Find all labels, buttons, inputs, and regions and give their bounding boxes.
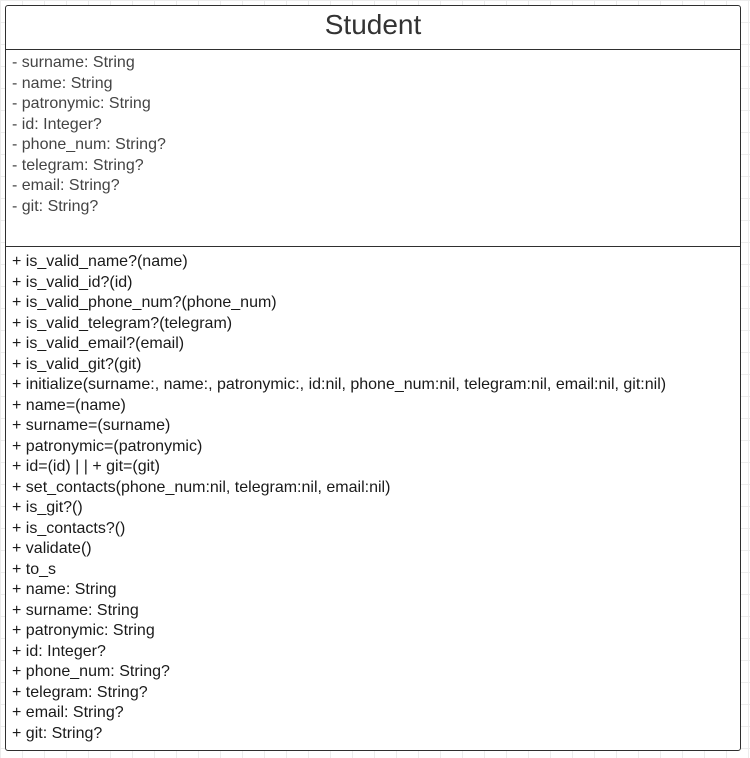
method-phone-num-getter: + phone_num: String? xyxy=(12,663,170,680)
method-is-valid-name: + is_valid_name?(name) xyxy=(12,253,188,270)
attributes-compartment xyxy=(6,49,740,247)
attribute-email: - email: String? xyxy=(12,177,120,194)
methods-compartment xyxy=(6,248,740,744)
attribute-surname: - surname: String xyxy=(12,54,135,71)
attribute-phone-num: - phone_num: String? xyxy=(12,136,166,153)
method-name-setter: + name=(name) xyxy=(12,396,126,414)
method-set-contacts: + set_contacts(phone_num:nil, telegram:nil, email:nil) xyxy=(12,478,391,496)
class-name: Student xyxy=(6,6,740,50)
method-git-getter: + git: String? xyxy=(12,724,103,742)
method-email-getter: + email: String? xyxy=(12,704,124,721)
method-is-valid-phone-num: + is_valid_phone_num?(phone_num) xyxy=(12,294,277,311)
method-surname-setter: + surname=(surname) xyxy=(12,417,171,434)
method-patronymic-getter: + patronymic: String xyxy=(12,622,155,639)
uml-class-box[interactable] xyxy=(5,5,741,751)
method-surname-getter: + surname: String xyxy=(12,601,139,619)
method-is-contacts: + is_contacts?() xyxy=(12,519,126,537)
method-is-valid-telegram: + is_valid_telegram?(telegram) xyxy=(12,314,233,332)
attribute-name: - name: String xyxy=(12,74,113,92)
method-telegram-getter: + telegram: String? xyxy=(12,683,148,701)
method-is-valid-git: + is_valid_git?(git) xyxy=(12,355,142,373)
method-is-git: + is_git?() xyxy=(12,499,83,516)
method-is-valid-email: + is_valid_email?(email) xyxy=(12,335,185,352)
method-id-getter: + id: Integer? xyxy=(12,642,106,660)
method-patronymic-setter: + patronymic=(patronymic) xyxy=(12,437,203,455)
attribute-git: - git: String? xyxy=(12,197,99,215)
method-to-s: + to_s xyxy=(12,560,57,578)
method-id-git-setters: + id=(id) | | + git=(git) xyxy=(12,458,160,475)
method-validate: + validate() xyxy=(12,540,92,557)
attribute-id: - id: Integer? xyxy=(12,115,102,133)
attribute-patronymic: - patronymic: String xyxy=(12,95,151,112)
method-is-valid-id: + is_valid_id?(id) xyxy=(12,273,133,291)
method-initialize: + initialize(surname:, name:, patronymic:, id:nil, phone_num:nil, telegram:nil, email:nil, git:nil) xyxy=(12,376,667,393)
attribute-telegram: - telegram: String? xyxy=(12,156,144,174)
method-name-getter: + name: String xyxy=(12,581,117,598)
